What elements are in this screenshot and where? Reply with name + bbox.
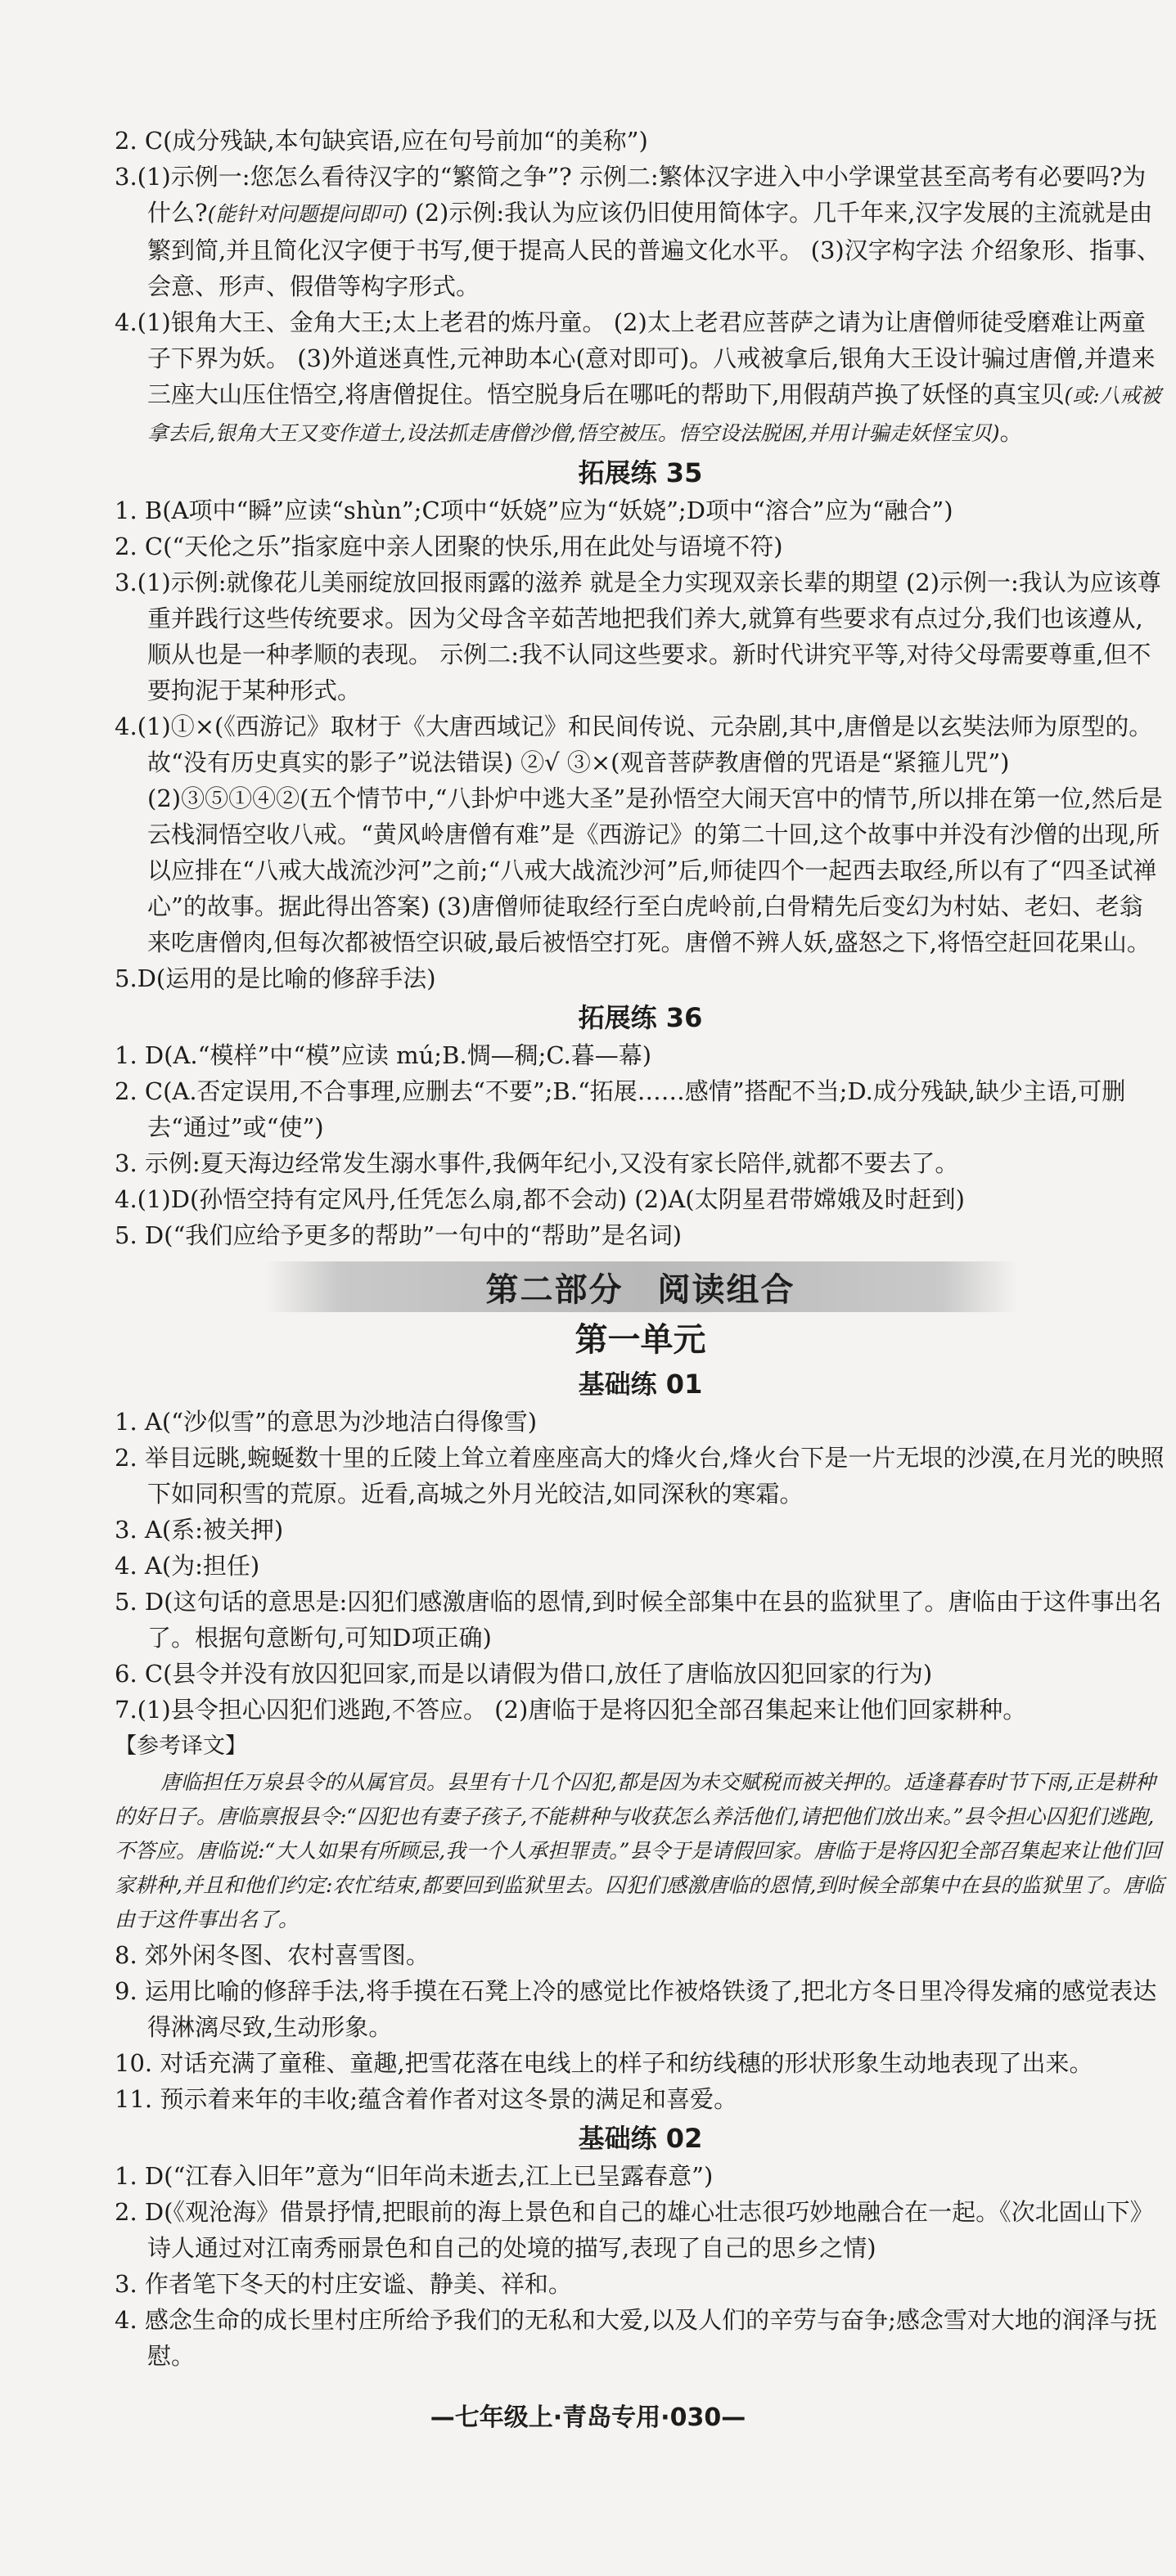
section-ext36 xyxy=(115,1037,1166,1253)
answer-item: 4.(1)D(孙悟空持有定风丹,任凭怎么扇,都不会动) (2)A(太阴星君带嫦娥及时赶到) xyxy=(115,1185,965,1213)
section-top xyxy=(115,123,1166,452)
answer-note: (或:八戒被拿去后,银角大王又变作道士,设法抓走唐僧沙僧,悟空被压。悟空设法脱困,并用计骗走妖怪宝贝) xyxy=(147,384,1161,445)
translation-label: 【参考译文】 xyxy=(115,1733,247,1759)
answer-item: 11. 预示着来年的丰收;蕴含着作者对这冬景的满足和喜爱。 xyxy=(115,2085,738,2113)
answer-item: 4.(1)①×(《西游记》取材于《大唐西域记》和民间传说、元杂剧,其中,唐僧是以玄奘法师为原型的。故“没有历史真实的影子”说法错误) ②√ ③×(观音菩萨教唐僧的咒语是“紧箍儿咒”) (2)③⑤①④②(五个情节中,“八卦炉中逃大圣”是孙悟空大闹天宫中的情节,所以排在第一位,然后是云栈洞悟空收八戒。“黄风岭唐僧有难”是《西游记》的第二十回,这个故事中并没有沙僧的出现,所以应排在“八戒大战流沙河”之前;“八戒大战流沙河”后,师徒四个一起西去取经,所以有了“四圣试禅心”的故事。据此得出答案) (3)唐僧师徒取经行至白虎岭前,白骨精先后变幻为村姑、老妇、老翁来吃唐僧肉,但每次都被悟空识破,最后被悟空打死。唐僧不辨人妖,盛怒之下,将悟空赶回花果山。 xyxy=(115,713,1163,956)
answer-item: 2. C(A.否定误用,不合事理,应删去“不要”;B.“拓展……感情”搭配不当;D.成分残缺,缺少主语,可删去“通过”或“使”) xyxy=(115,1077,1126,1141)
translation-text: 唐临担任万泉县令的从属官员。县里有十几个囚犯,都是因为未交赋税而被关押的。适逢暮春时节下雨,正是耕种的好日子。唐临禀报县令:“囚犯也有妻子孩子,不能耕种与收获怎么养活他们,请把他们放出来。”县令担心囚犯们逃跑,不答应。唐临说:“大人如果有所顾忌,我一个人承担罪责。”县令于是请假回家。唐临于是将囚犯全部召集起来让他们回家耕种,并且和他们约定:农忙结束,都要回到监狱里去。囚犯们感激唐临的恩情,到时候全部集中在县的监狱里了。唐临由于这件事出名了。 xyxy=(115,1770,1165,1931)
answer-item: 1. D(A.“模样”中“模”应读 mú;B.惆—稠;C.暮—幕) xyxy=(115,1041,652,1069)
answer-note: (能针对问题提问即可) xyxy=(207,202,408,226)
answer-item: 3.(1)示例:就像花儿美丽绽放回报雨露的滋养 就是全力实现双亲长辈的期望 (2)示例一:我认为应该尊重并践行这些传统要求。因为父母含辛茹苦地把我们养大,就算有些要求有点过分,我们也该遵从,顺从也是一种孝顺的表现。 示例二:我不认同这些要求。新时代讲究平等,对待父母需要尊重,但不要拘泥于某种形式。 xyxy=(115,569,1161,704)
answer-item: 5. D(“我们应给予更多的帮助”一句中的“帮助”是名词) xyxy=(115,1221,683,1249)
answer-item: 3.(1)示例一:您怎么看待汉字的“繁简之争”? 示例二:繁体汉字进入中小学课堂甚至高考有必要吗?为什么?(能针对问题提问即可) (2)示例:我认为应该仍旧使用简体字。几千年来,汉字发展的主流就是由繁到简,并且简化汉字便于书写,便于提高人民的普遍文化水平。 (3)汉字构字法 介绍象形、指事、会意、形声、假借等构字形式。 xyxy=(115,163,1160,300)
answer-item: 6. C(县令并没有放囚犯回家,而是以请假为借口,放任了唐临放囚犯回家的行为) xyxy=(115,1660,933,1688)
section-title-ext35: 拓展练 35 xyxy=(578,457,703,488)
section-basic02 xyxy=(115,2158,1166,2374)
answer-item: 1. B(A项中“瞬”应读“shùn”;C项中“妖娆”应为“妖娆”;D项中“溶合”应为“融合”) xyxy=(115,497,953,524)
answer-item: 5. D(这句话的意思是:囚犯们感激唐临的恩情,到时候全部集中在县的监狱里了。唐临由于这件事出名了。根据句意断句,可知D项正确) xyxy=(115,1588,1162,1652)
part-banner xyxy=(264,1261,1017,1312)
content-column xyxy=(115,123,1166,2374)
section-basic01 xyxy=(115,1404,1166,2117)
answer-item: 10. 对话充满了童稚、童趣,把雪花落在电线上的样子和纺线穗的形状形象生动地表现了出来。 xyxy=(115,2049,1093,2077)
answer-item: 5.D(运用的是比喻的修辞手法) xyxy=(115,964,436,992)
section-title-basic01: 基础练 01 xyxy=(578,1369,703,1400)
section-title-basic02: 基础练 02 xyxy=(578,2123,703,2154)
answer-item: 7.(1)县令担心囚犯们逃跑,不答应。 (2)唐临于是将囚犯全部召集起来让他们回家耕种。 xyxy=(115,1696,1027,1724)
answer-item: 1. D(“江春入旧年”意为“旧年尚未逝去,江上已呈露春意”) xyxy=(115,2162,714,2190)
unit-title: 第一单元 xyxy=(574,1321,706,1359)
answer-item: 3. 作者笔下冬天的村庄安谧、静美、祥和。 xyxy=(115,2270,572,2298)
answer-item: 8. 郊外闲冬图、农村喜雪图。 xyxy=(115,1941,430,1969)
answer-item: 1. A(“沙似雪”的意思为沙地洁白得像雪) xyxy=(115,1408,538,1436)
answer-item: 4. A(为:担任) xyxy=(115,1552,260,1580)
answer-item: 2. C(成分残缺,本句缺宾语,应在句号前加“的美称”) xyxy=(115,127,648,155)
page-footer: —七年级上·青岛专用·030— xyxy=(430,2403,746,2432)
answer-item: 4.(1)银角大王、金角大王;太上老君的炼丹童。 (2)太上老君应菩萨之请为让唐僧师徒受磨难让两童子下界为妖。 (3)外道迷真性,元神助本心(意对即可)。八戒被拿后,银角大王设计骗过唐僧,并遣来三座大山压住悟空,将唐僧捉住。悟空脱身后在哪吒的帮助下,用假葫芦换了妖怪的真宝贝(或:八戒被拿去后,银角大王又变作道士,设法抓走唐僧沙僧,悟空被压。悟空设法脱困,并用计骗走妖怪宝贝)。 xyxy=(115,308,1161,446)
answer-item: 4. 感念生命的成长里村庄所给予我们的无私和大爱,以及人们的辛劳与奋争;感念雪对大地的润泽与抚慰。 xyxy=(115,2306,1157,2370)
answer-item: 3. 示例:夏天海边经常发生溺水事件,我俩年纪小,又没有家长陪伴,就都不要去了。 xyxy=(115,1149,959,1177)
answer-item: 2. C(“天伦之乐”指家庭中亲人团聚的快乐,用在此处与语境不符) xyxy=(115,533,783,560)
answer-item: 3. A(系:被关押) xyxy=(115,1516,284,1544)
section-title-ext36: 拓展练 36 xyxy=(578,1002,703,1033)
part-title: 第二部分 阅读组合 xyxy=(485,1270,795,1309)
answer-item: 2. 举目远眺,蜿蜒数十里的丘陵上耸立着座座高大的烽火台,烽火台下是一片无垠的沙漠,在月光的映照下如同积雪的荒原。近看,高城之外月光皎洁,如同深秋的寒霜。 xyxy=(115,1444,1165,1508)
answer-item: 2. D(《观沧海》借景抒情,把眼前的海上景色和自己的雄心壮志很巧妙地融合在一起。《次北固山下》诗人通过对江南秀丽景色和自己的处境的描写,表现了自己的思乡之情) xyxy=(115,2198,1154,2262)
section-ext35 xyxy=(115,492,1166,996)
answer-item: 9. 运用比喻的修辞手法,将手摸在石凳上冷的感觉比作被烙铁烫了,把北方冬日里冷得发痛的感觉表达得淋漓尽致,生动形象。 xyxy=(115,1977,1157,2041)
